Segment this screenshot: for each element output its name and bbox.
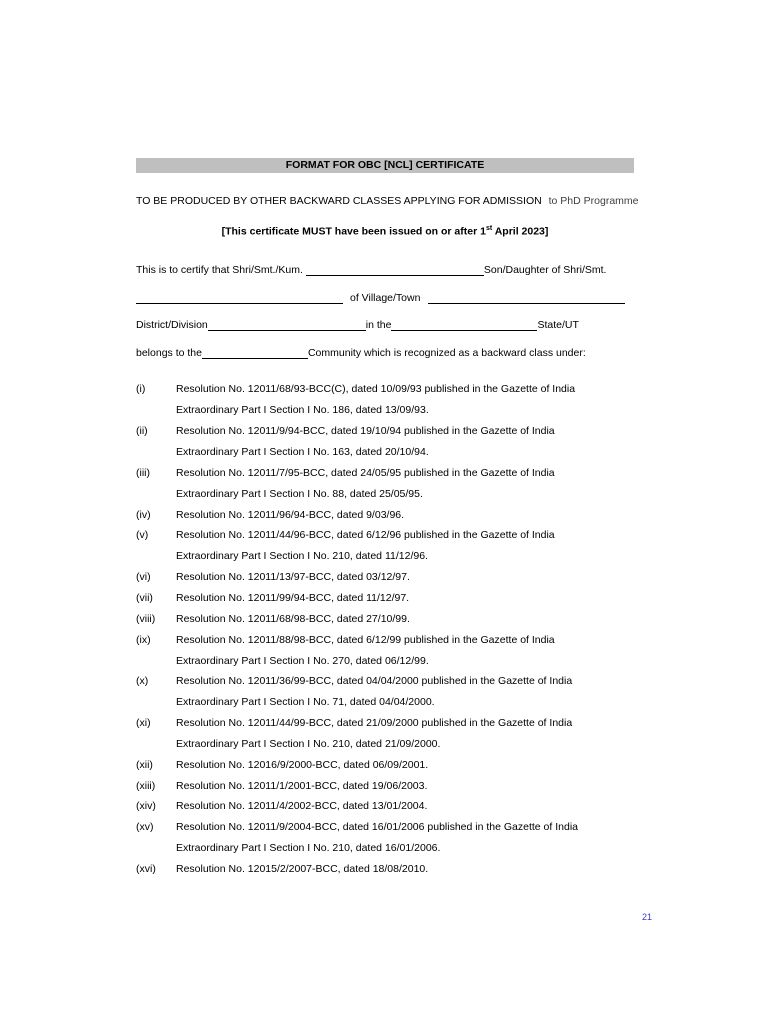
resolution-number: (xii) xyxy=(136,759,153,771)
issue-note-prefix: [This certificate MUST have been issued on or after 1 xyxy=(221,225,486,238)
resolution-text: Resolution No. 12011/36/99-BCC, dated 04/04/2000 published in the Gazette of India xyxy=(176,675,573,687)
resolution-text: Resolution No. 12011/9/94-BCC, dated 19/10/94 published in the Gazette of India xyxy=(176,425,555,437)
form-line-community xyxy=(136,347,634,359)
father-name-blank xyxy=(136,292,343,304)
resolution-text: Extraordinary Part I Section I No. 270, dated 06/12/99. xyxy=(176,655,429,667)
resolution-text: Resolution No. 12011/44/99-BCC, dated 21/09/2000 published in the Gazette of India xyxy=(176,717,573,729)
resolution-text: Resolution No. 12011/88/98-BCC, dated 6/12/99 published in the Gazette of India xyxy=(176,634,555,646)
resolution-text: Extraordinary Part I Section I No. 210, dated 11/12/96. xyxy=(176,550,428,562)
resolution-text: Resolution No. 12016/9/2000-BCC, dated 06/09/2001. xyxy=(176,759,429,771)
resolution-number: (vii) xyxy=(136,592,153,604)
resolution-number: (xiii) xyxy=(136,780,156,792)
state-ut-text: State/UT xyxy=(537,319,579,331)
belongs-text: belongs to the xyxy=(136,347,202,359)
resolution-text: Extraordinary Part I Section I No. 210, dated 21/09/2000. xyxy=(176,738,441,750)
resolution-text: Resolution No. 12011/9/2004-BCC, dated 16/01/2006 published in the Gazette of India xyxy=(176,821,579,833)
district-text: District/Division xyxy=(136,319,208,331)
resolution-text: Extraordinary Part I Section I No. 186, dated 13/09/93. xyxy=(176,404,429,416)
issue-date-note xyxy=(136,225,634,238)
resolution-text: Extraordinary Part I Section I No. 163, dated 20/10/94. xyxy=(176,446,429,458)
resolution-number: (i) xyxy=(136,383,146,395)
resolution-number: (x) xyxy=(136,675,149,687)
resolution-text: Resolution No. 12011/68/98-BCC, dated 27/10/99. xyxy=(176,613,410,625)
name-blank xyxy=(306,264,484,276)
state-blank xyxy=(391,319,537,331)
resolution-number: (xi) xyxy=(136,717,151,729)
resolution-number: (xiv) xyxy=(136,800,156,812)
in-the-text: in the xyxy=(365,319,392,331)
certificate-title: FORMAT FOR OBC [NCL] CERTIFICATE xyxy=(136,158,634,173)
resolution-text: Resolution No. 12011/96/94-BCC, dated 9/03/96. xyxy=(176,509,405,521)
resolution-text: Resolution No. 12011/68/93-BCC(C), dated 10/09/93 published in the Gazette of India xyxy=(176,383,576,395)
resolution-text: Extraordinary Part I Section I No. 88, dated 25/05/95. xyxy=(176,488,423,500)
son-daughter-text: Son/Daughter of Shri/Smt. xyxy=(483,264,607,276)
resolution-text: Resolution No. 12015/2/2007-BCC, dated 18/08/2010. xyxy=(176,863,429,875)
resolution-number: (iv) xyxy=(136,509,151,521)
community-text: Community which is recognized as a backward class under: xyxy=(307,347,586,359)
resolution-text: Resolution No. 12011/4/2002-BCC, dated 13/01/2004. xyxy=(176,800,428,812)
resolution-text: Extraordinary Part I Section I No. 210, dated 16/01/2006. xyxy=(176,842,441,854)
resolution-text: Extraordinary Part I Section I No. 71, dated 04/04/2000. xyxy=(176,696,435,708)
form-line-district xyxy=(136,319,634,331)
resolution-number: (xv) xyxy=(136,821,154,833)
resolution-text: Resolution No. 12011/13/97-BCC, dated 03/12/97. xyxy=(176,571,410,583)
issue-note-suffix: April 2023] xyxy=(492,225,549,238)
resolution-number: (xvi) xyxy=(136,863,156,875)
form-line-village xyxy=(136,292,634,304)
community-blank xyxy=(202,347,308,359)
resolution-text: Resolution No. 12011/99/94-BCC, dated 11/12/97. xyxy=(176,592,410,604)
subtitle-main: TO BE PRODUCED BY OTHER BACKWARD CLASSES APPLYING FOR ADMISSION xyxy=(136,195,542,207)
resolution-text: Resolution No. 12011/1/2001-BCC, dated 19/06/2003. xyxy=(176,780,428,792)
resolution-text: Resolution No. 12011/44/96-BCC, dated 6/12/96 published in the Gazette of India xyxy=(176,529,555,541)
subtitle-programme: to PhD Programme xyxy=(548,195,639,207)
resolution-number: (v) xyxy=(136,529,149,541)
subtitle xyxy=(136,195,639,207)
resolution-number: (ix) xyxy=(136,634,151,646)
certify-text: This is to certify that Shri/Smt./Kum. xyxy=(136,264,303,276)
issue-note-sup: st xyxy=(485,225,493,232)
resolution-number: (iii) xyxy=(136,467,150,479)
resolution-number: (viii) xyxy=(136,613,156,625)
form-line-name xyxy=(136,264,634,276)
resolution-number: (vi) xyxy=(136,571,151,583)
page-number: 21 xyxy=(642,912,653,922)
village-blank xyxy=(428,292,625,304)
village-town-text: of Village/Town xyxy=(350,292,421,304)
resolution-text: Resolution No. 12011/7/95-BCC, dated 24/05/95 published in the Gazette of India xyxy=(176,467,555,479)
district-blank xyxy=(208,319,366,331)
resolution-number: (ii) xyxy=(136,425,148,437)
